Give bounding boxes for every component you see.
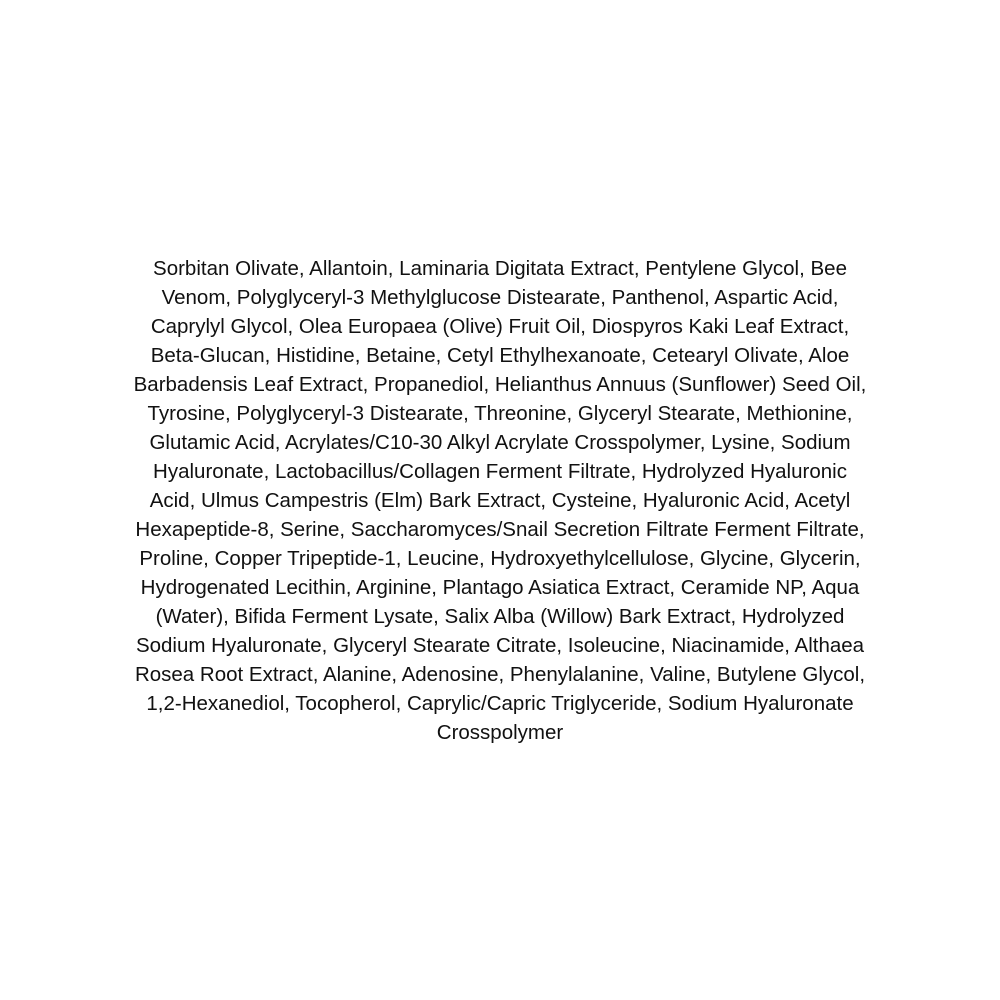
- ingredients-line: Hexapeptide-8, Serine, Saccharomyces/Snail Secretion Filtrate Ferment Filtrate,: [135, 518, 865, 541]
- ingredients-line: (Water), Bifida Ferment Lysate, Salix Alba (Willow) Bark Extract, Hydrolyzed: [155, 605, 845, 628]
- ingredients-line: Beta-Glucan, Histidine, Betaine, Cetyl Ethylhexanoate, Cetearyl Olivate, Aloe: [150, 344, 850, 367]
- ingredients-line: Sodium Hyaluronate, Glyceryl Stearate Citrate, Isoleucine, Niacinamide, Althaea: [135, 634, 865, 657]
- ingredients-line: Sorbitan Olivate, Allantoin, Laminaria Digitata Extract, Pentylene Glycol, Bee: [153, 257, 847, 280]
- ingredients-line: Venom, Polyglyceryl-3 Methylglucose Distearate, Panthenol, Aspartic Acid,: [161, 286, 839, 309]
- ingredients-line: Hyaluronate, Lactobacillus/Collagen Ferment Filtrate, Hydrolyzed Hyaluronic: [153, 460, 847, 483]
- ingredients-line: Hydrogenated Lecithin, Arginine, Plantago Asiatica Extract, Ceramide NP, Aqua: [140, 576, 860, 599]
- ingredients-line: Tyrosine, Polyglyceryl-3 Distearate, Threonine, Glyceryl Stearate, Methionine,: [147, 402, 853, 425]
- ingredients-line: Glutamic Acid, Acrylates/C10-30 Alkyl Acrylate Crosspolymer, Lysine, Sodium: [149, 431, 851, 454]
- ingredients-line: Proline, Copper Tripeptide-1, Leucine, Hydroxyethylcellulose, Glycine, Glycerin,: [139, 547, 861, 570]
- ingredients-line: Acid, Ulmus Campestris (Elm) Bark Extract, Cysteine, Hyaluronic Acid, Acetyl: [149, 489, 851, 512]
- ingredients-line: Crosspolymer: [436, 721, 564, 744]
- ingredients-line: Rosea Root Extract, Alanine, Adenosine, Phenylalanine, Valine, Butylene Glycol,: [134, 663, 866, 686]
- ingredients-text: [100, 254, 900, 747]
- ingredients-line: Barbadensis Leaf Extract, Propanediol, Helianthus Annuus (Sunflower) Seed Oil,: [133, 373, 867, 396]
- ingredients-line: 1,2-Hexanediol, Tocopherol, Caprylic/Capric Triglyceride, Sodium Hyaluronate: [146, 692, 854, 715]
- ingredients-line: Caprylyl Glycol, Olea Europaea (Olive) Fruit Oil, Diospyros Kaki Leaf Extract,: [150, 315, 850, 338]
